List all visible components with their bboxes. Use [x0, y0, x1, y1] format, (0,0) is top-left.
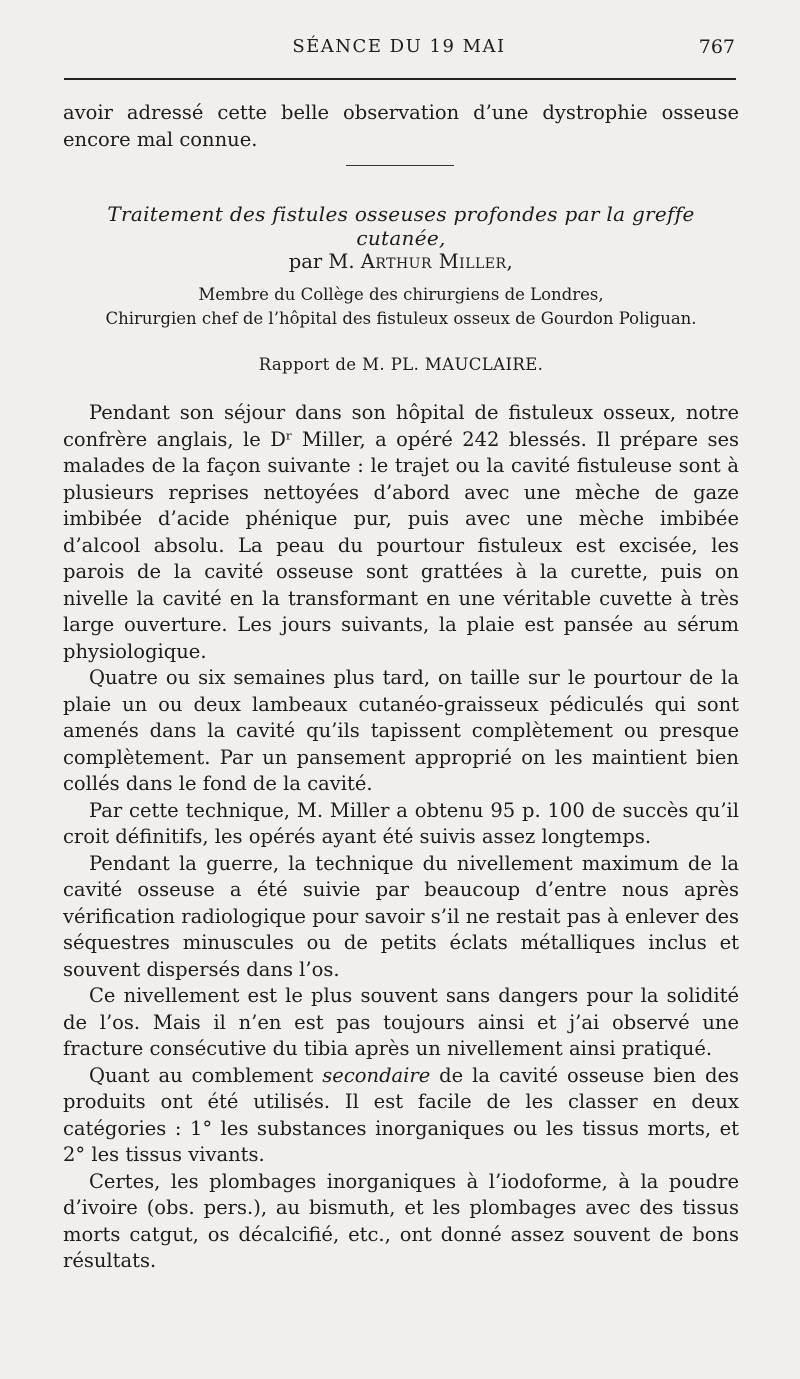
paragraph: Certes, les plombages inorganiques à l’iodoforme, à la poudre d’ivoire (obs. pers.), au bismuth, et les plombages avec des tissus morts catgut, os décalcifié, etc., ont donné assez souvent de bons résultats.: [63, 1169, 739, 1272]
paragraph-text: de la cavité osseuse bien des produits ont été utilisés. Il est facile de les classer en deux catégories : 1° les substances inorganiques ou les tissus morts, et 2° les tissus vivants.: [63, 1063, 739, 1166]
author-prefix: par M.: [288, 250, 361, 273]
opening-paragraph: [63, 100, 739, 153]
running-head: [63, 30, 735, 64]
author-affiliation-1: Membre du Collège des chirurgiens de Londres,: [198, 285, 604, 304]
author-line: [63, 250, 739, 273]
paragraph: Ce nivellement est le plus souvent sans dangers pour la solidité de l’os. Mais il n’en est pas toujours ainsi et j’ai observé une fracture consécutive du tibia après un nivellement ainsi pratiqué.: [63, 984, 739, 1060]
article-body: [63, 400, 739, 1275]
section-divider: [346, 165, 454, 166]
paragraph: Par cette technique, M. Miller a obtenu 95 p. 100 de succès qu’il croit définitifs, les opérés ayant été suivis assez longtemps.: [63, 798, 739, 848]
paragraph: Pendant la guerre, la technique du nivellement maximum de la cavité osseuse a été suivie par beaucoup d’entre nous après vérification radiologique pour savoir s’il ne restait pas à enlever des séquestres minuscules ou de petits éclats métalliques inclus et souvent dispersés dans l’os.: [63, 851, 739, 981]
author-name: Arthur Miller,: [360, 250, 514, 273]
paragraph-text: Quant au comblement: [89, 1063, 323, 1087]
paragraph: Pendant son séjour dans son hôpital de fistuleux osseux, notre confrère anglais, le Dʳ Miller, a opéré 242 blessés. Il prépare ses malades de la façon suivante : le trajet ou la cavité fistuleuse sont à plusieurs reprises nettoyées d’abord avec une mèche de gaze imbibée d’acide phénique pur, puis avec une mèche imbibée d’alcool absolu. La peau du pourtour fistuleux est excisée, les parois de la cavité osseuse sont grattées à la curette, puis on nivelle la cavité en la transformant en une véritable cuvette à très large ouverture. Les jours suivants, la plaie est pansée au sérum physiologique.: [63, 401, 739, 663]
running-title: SÉANCE DU 19 MAI: [292, 36, 506, 57]
page-number: 767: [698, 36, 735, 58]
paragraph: avoir adressé cette belle observation d’une dystrophie osseuse encore mal connue.: [63, 101, 739, 151]
article-title: Traitement des fistules osseuses profondes par la greffe cutanée,: [107, 202, 695, 250]
author-affiliation-2: Chirurgien chef de l’hôpital des fistuleux osseux de Gourdon Poliguan.: [105, 309, 697, 328]
paragraph: [63, 1063, 739, 1169]
report-attribution: Rapport de M. PL. MAUCLAIRE.: [258, 355, 544, 374]
header-rule: [64, 78, 736, 80]
emphasized-word: secondaire: [322, 1063, 431, 1087]
paragraph: Quatre ou six semaines plus tard, on taille sur le pourtour de la plaie un ou deux lambeaux cutanéo-graisseux pédiculés qui sont amenés dans la cavité qu’ils tapissent complètement ou presque complètement. Par un pansement approprié on les maintient bien collés dans le fond de la cavité.: [63, 666, 739, 795]
